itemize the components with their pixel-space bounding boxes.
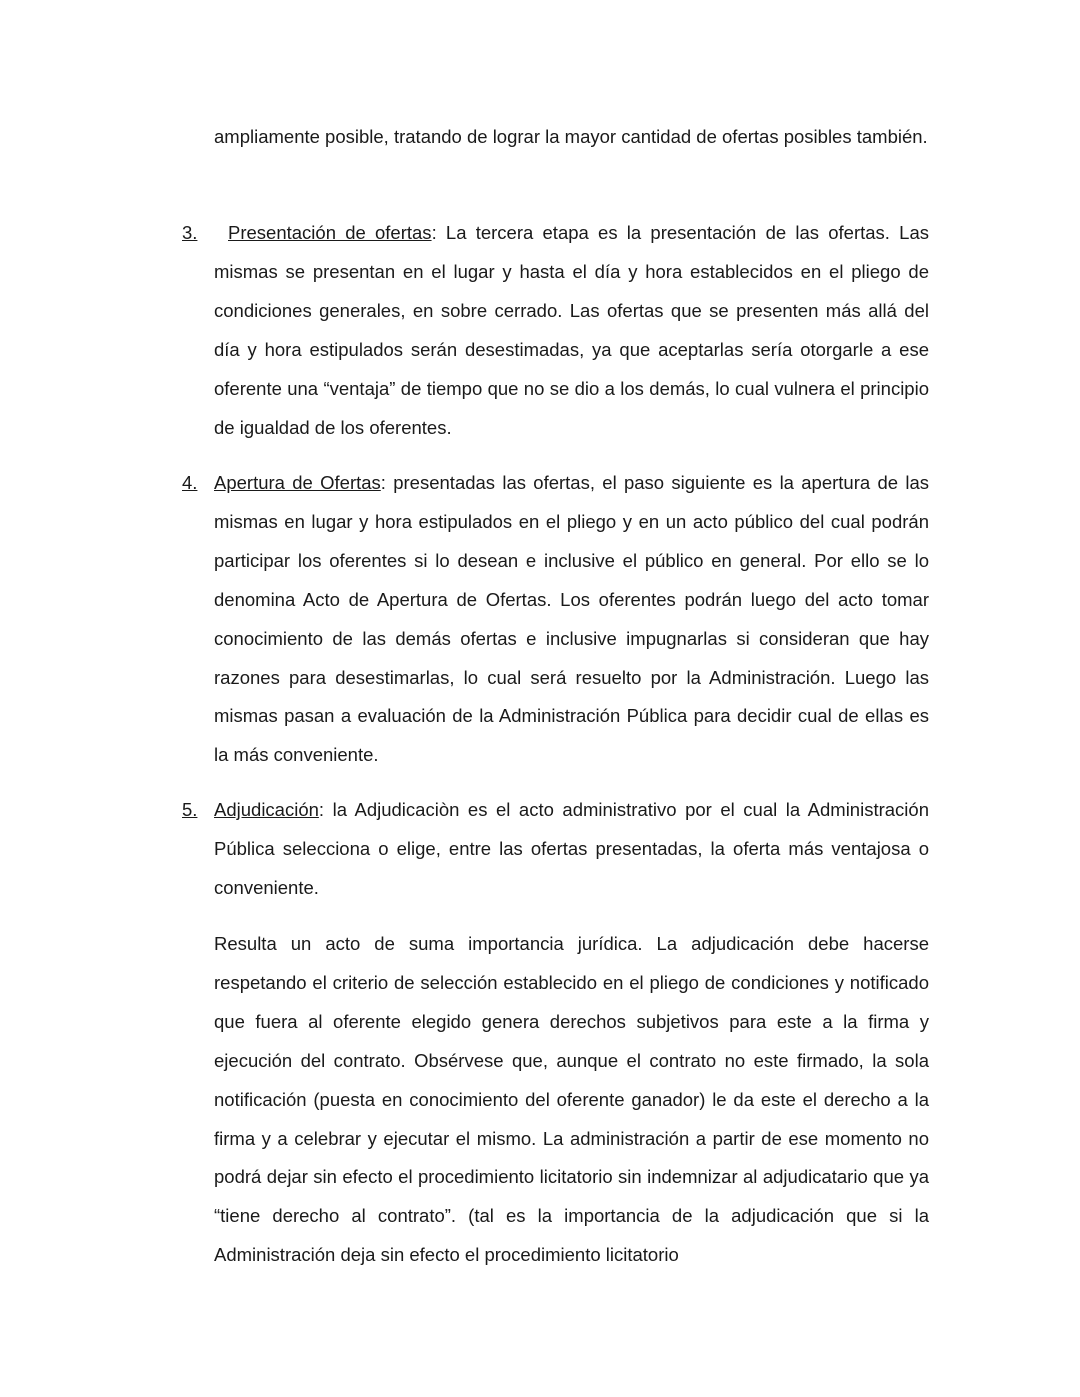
item-3-text: : La tercera etapa es la presentación de las ofertas. Las mismas se presentan en el lugar y hasta el día y hora establecidos en el pliego de condiciones generales, en sobre cerrado. Las ofertas que se presenten más allá del día y hora estipulados serán desestimadas, ya que aceptarlas sería otorgarle a ese oferente una “ventaja” de tiempo que no se dio a los demás, lo cual vulnera el principio de igualdad de los oferentes. xyxy=(214,222,929,438)
item-5-number: 5. xyxy=(182,799,198,820)
item-5-text: : la Adjudicaciòn es el acto administrativo por el cual la Administración Pública selecciona o elige, entre las ofertas presentadas, la oferta más ventajosa o conveniente. xyxy=(214,799,929,898)
item-3-number: 3. xyxy=(182,222,198,243)
item-4-paragraph xyxy=(214,464,929,775)
item-4-term: Apertura de Ofertas xyxy=(214,472,381,493)
item-3-paragraph xyxy=(214,214,929,447)
item-4-text: : presentadas las ofertas, el paso siguiente es la apertura de las mismas en lugar y hora estipulados en el pliego y en un acto público del cual podrán participar los oferentes si lo desean e inclusive el público en general. Por ello se lo denomina Acto de Apertura de Ofertas. Los oferentes podrán luego del acto tomar conocimiento de las demás ofertas e inclusive impugnarlas si consideran que hay razones para desestimarlas, lo cual será resuelto por la Administración. Luego las mismas pasan a evaluación de la Administración Pública para decidir cual de ellas es la más conveniente. xyxy=(214,472,929,766)
closing-paragraph: Resulta un acto de suma importancia jurídica. La adjudicación debe hacerse respetando el criterio de selección establecido en el pliego de condiciones y notificado que fuera al oferente elegido genera derechos subjetivos para este a la firma y ejecución del contrato. Obsérvese que, aunque el contrato no este firmado, la sola notificación (puesta en conocimiento del oferente ganador) le da este el derecho a la firma y a celebrar y ejecutar el mismo. La administración a partir de ese momento no podrá dejar sin efecto el procedimiento licitatorio sin indemnizar al adjudicatario que ya “tiene derecho al contrato”. (tal es la importancia de la adjudicación que si la Administración deja sin efecto el procedimiento licitatorio xyxy=(214,933,929,1266)
intro-continuation: ampliamente posible, tratando de lograr la mayor cantidad de ofertas posibles también. xyxy=(214,126,928,147)
item-3-term: Presentación de ofertas xyxy=(228,222,432,243)
item-5-term: Adjudicación xyxy=(214,799,319,820)
item-4-number: 4. xyxy=(182,472,198,493)
item-5-paragraph xyxy=(214,791,929,908)
